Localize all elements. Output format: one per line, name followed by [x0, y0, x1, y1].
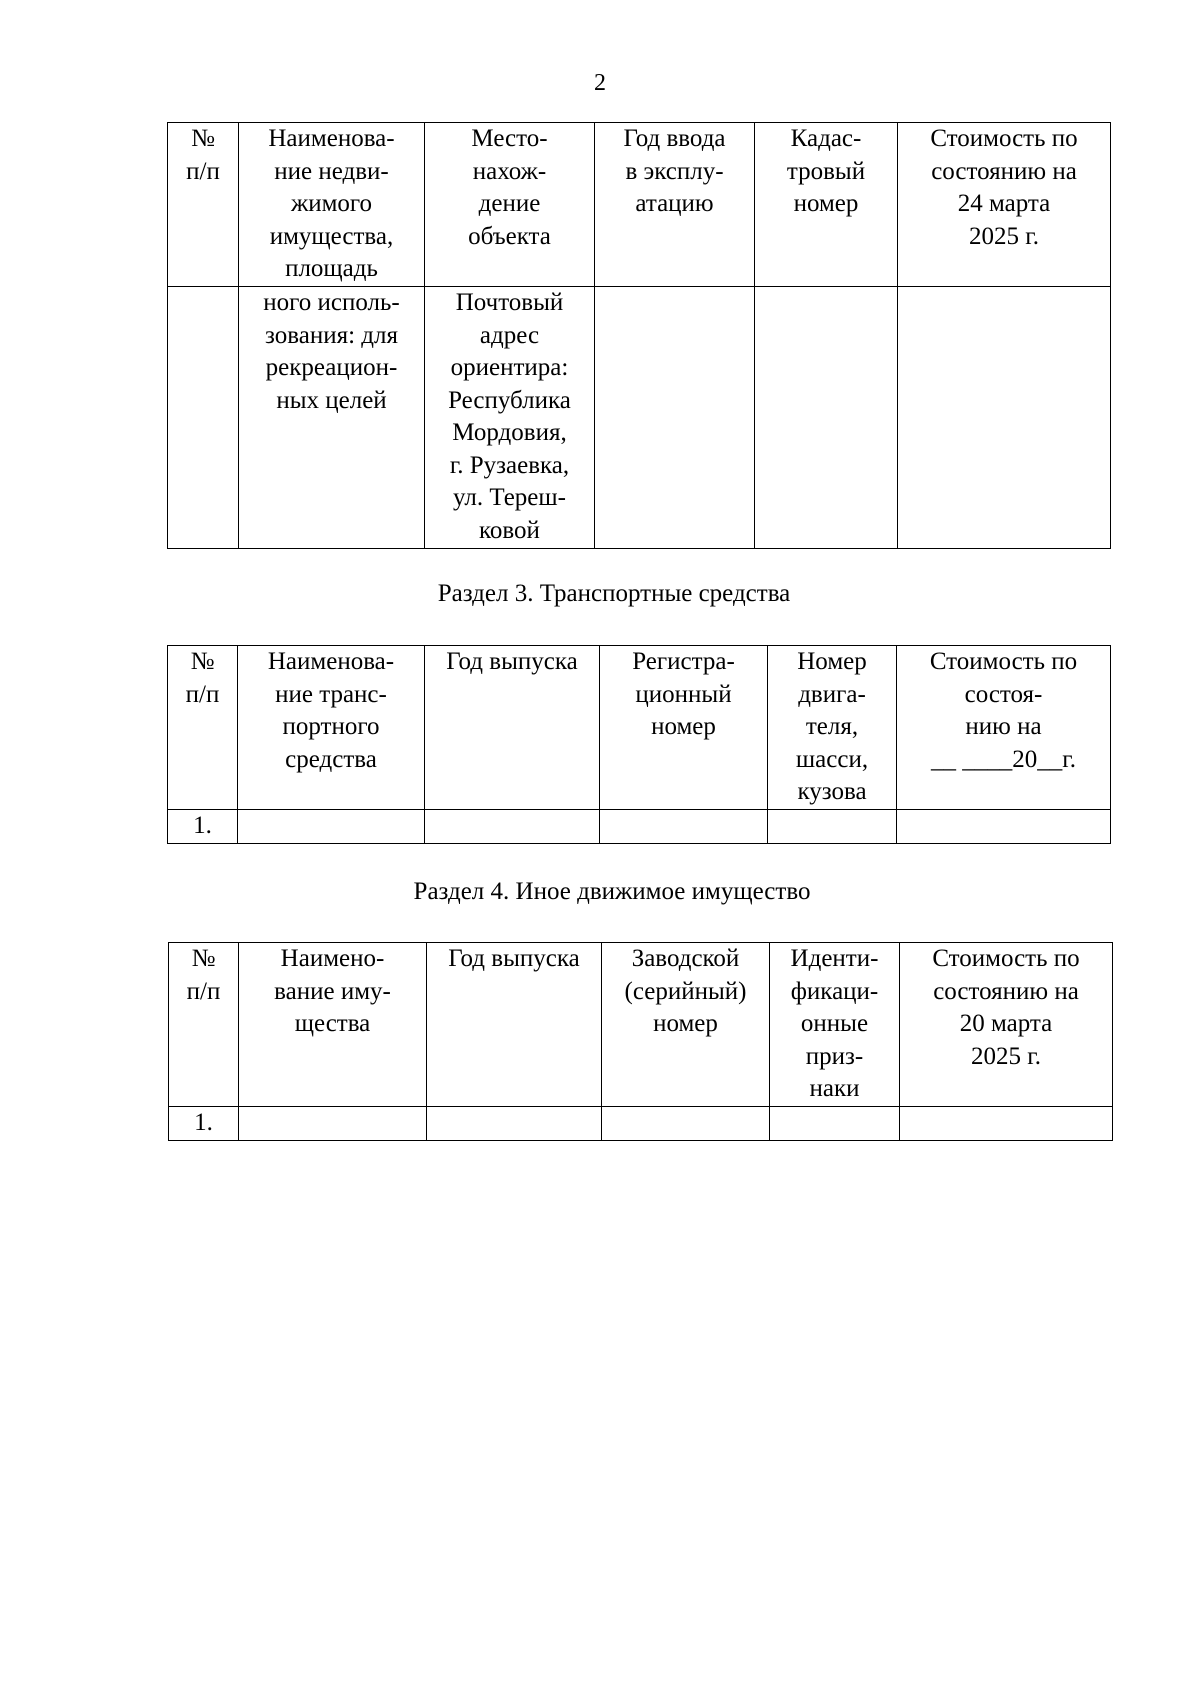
page-number: 2 [594, 70, 606, 96]
cell-name-area: ного исполь- зования: для рекреацион- ных целей [239, 287, 425, 549]
cell-commissioning-year [595, 287, 755, 549]
cell-serial-number [602, 1107, 770, 1141]
cell-cost [897, 810, 1111, 844]
cell-number [168, 287, 239, 549]
section-4-title: Раздел 4. Иное движимое имущество [413, 878, 811, 905]
cell-property-name [239, 1107, 427, 1141]
movable-property-table [168, 942, 1113, 1141]
cell-engine-number [768, 810, 897, 844]
cell-registration-number [600, 810, 768, 844]
header-cadastral-number: Кадас- тровый номер [755, 123, 898, 287]
vehicles-table [167, 645, 1111, 844]
header-cost: Стоимость по состоянию на 20 марта 2025 г. [900, 943, 1113, 1107]
table-header-row [169, 943, 1113, 1107]
cell-location: Почтовый адрес ориентира: Республика Мордовия, г. Рузаевка, ул. Тереш- ковой [425, 287, 595, 549]
header-vehicle-name: Наименова- ние транс- портного средства [238, 646, 425, 810]
header-cost: Стоимость по состоя- нию на __ ____20__г. [897, 646, 1111, 810]
cell-vehicle-name [238, 810, 425, 844]
real-estate-table [167, 122, 1111, 549]
header-serial-number: Заводской (серийный) номер [602, 943, 770, 1107]
cell-number: 1. [169, 1107, 239, 1141]
header-location: Место- нахож- дение объекта [425, 123, 595, 287]
header-engine-chassis-body-number: Номер двига- теля, шасси, кузова [768, 646, 897, 810]
cell-cost [900, 1107, 1113, 1141]
header-identification-features: Иденти- фикаци- онные приз- наки [770, 943, 900, 1107]
cell-cadastral-number [755, 287, 898, 549]
table-row [168, 287, 1111, 549]
header-cost: Стоимость по состоянию на 24 марта 2025 г. [898, 123, 1111, 287]
header-property-name: Наимено- вание иму- щества [239, 943, 427, 1107]
header-manufacture-year: Год выпуска [427, 943, 602, 1107]
header-number: № п/п [168, 646, 238, 810]
header-commissioning-year: Год ввода в эксплу- атацию [595, 123, 755, 287]
table-header-row [168, 646, 1111, 810]
cell-manufacture-year [425, 810, 600, 844]
table-header-row [168, 123, 1111, 287]
header-name-area: Наименова- ние недви- жимого имущества, площадь [239, 123, 425, 287]
cell-number: 1. [168, 810, 238, 844]
table-row [169, 1107, 1113, 1141]
header-number: № п/п [169, 943, 239, 1107]
header-manufacture-year: Год выпуска [425, 646, 600, 810]
section-3-title: Раздел 3. Транспортные средства [437, 580, 791, 607]
cell-manufacture-year [427, 1107, 602, 1141]
cell-cost [898, 287, 1111, 549]
header-registration-number: Регистра- ционный номер [600, 646, 768, 810]
table-row [168, 810, 1111, 844]
cell-identification-features [770, 1107, 900, 1141]
header-number: № п/п [168, 123, 239, 287]
